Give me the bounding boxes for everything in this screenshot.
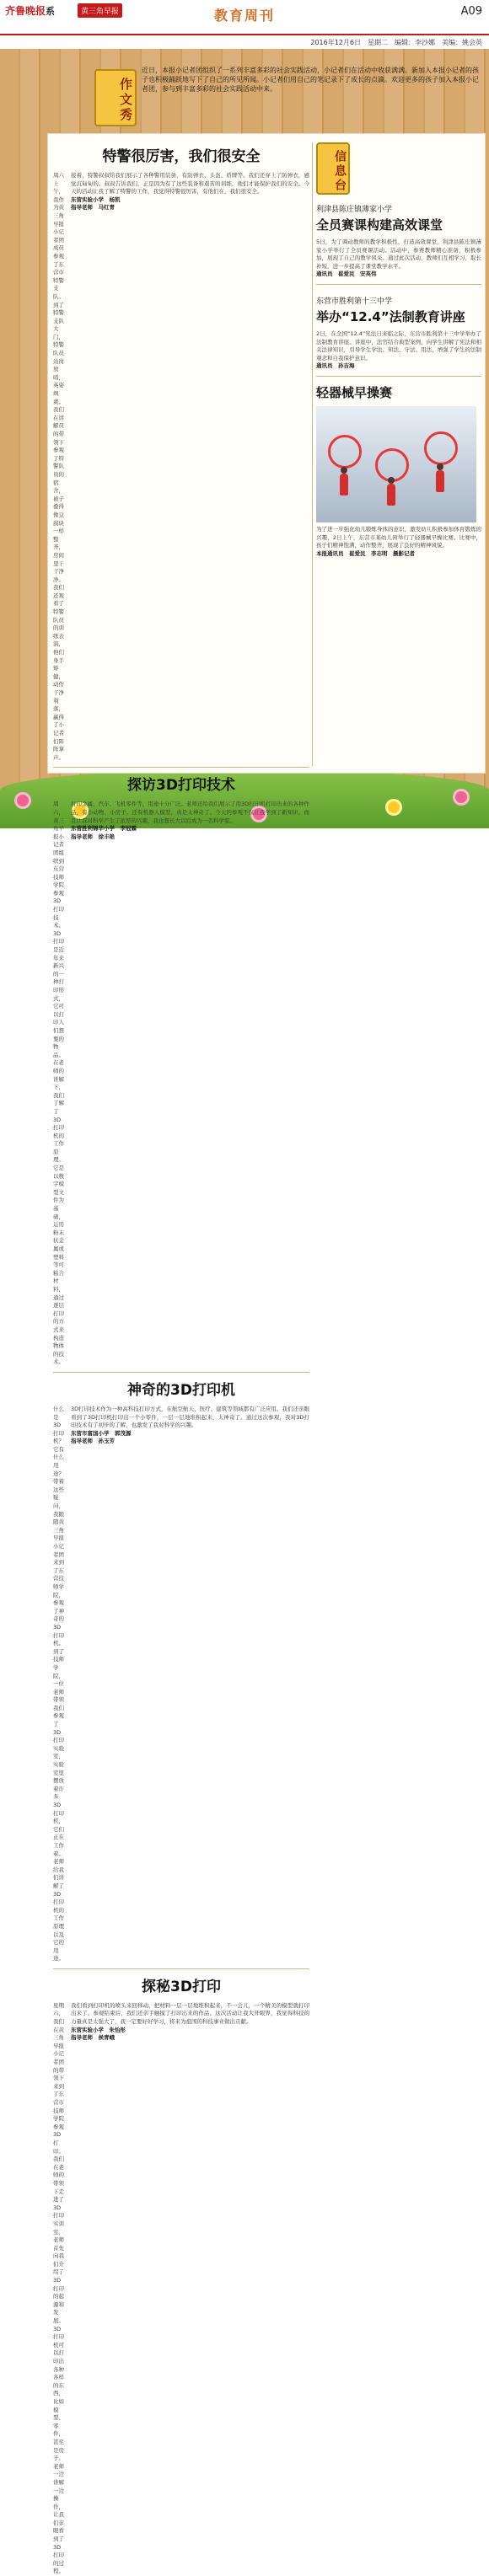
info1-kicker: 利津县陈庄镇薄家小学: [316, 206, 393, 214]
info1-title: 全员赛课构建高效课堂: [316, 217, 443, 233]
article2-col1: 周六，黄三角早报小记者团组织到东营技师学院参观3D打印技术。3D打印是近年来新兴的一种打印形式，它可以打印人们想要的物品。在老师的讲解下，我们了解了3D打印机的工作原理。它是以数字模型文件为基础，运用粉末状金属或塑料等可粘合材料，通过逐层打印的方式来构造物体的技术。: [53, 801, 64, 1366]
content-panel: [47, 133, 486, 2575]
article4-col2: 我们看到打印机的喷头来回移动，把材料一层一层地堆积起来，不一会儿，一个精美的模型就打印出来了。参观结束后，我们还亲手触摸了打印出来的作品。这次活动让我大开眼界，我觉得科技的力量真是太强大了，我一定要好好学习，将来为祖国的科技事业做出贡献。: [71, 2001, 309, 2026]
info3-title: 轻器械早操赛: [316, 384, 393, 400]
info2-byline: 通讯员 孙吉海: [316, 362, 355, 370]
article2-title: 探访3D打印技术: [127, 777, 235, 795]
article2-byline: 东营胜利锦华小学 李冠霖: [71, 825, 137, 833]
column-divider: [312, 142, 313, 766]
article3-col2: 3D打印技术作为一种高科技打印方式，在航空航天、医疗、建筑等领域都有广泛应用。我们还亲眼看到了3D打印机打印出一个小零件，一层一层地堆积起来，太神奇了。通过这次参观，我对3D打印技术有了初步的了解，也激发了我对科学的兴趣。: [71, 1405, 309, 1429]
flower-icon: [455, 791, 467, 803]
info3-caption: 为了进一步强化幼儿锻炼身体的意识，激发幼儿积极参加体育锻炼的兴趣，2日上午，东营市某幼儿园举行了轻器械早操比赛。比赛中，孩子们精神饱满，动作整齐，展现了良好的精神风貌。: [316, 525, 481, 549]
separator: [53, 767, 309, 768]
article3-title: 神奇的3D打印机: [127, 1381, 235, 1399]
separator: [53, 1372, 309, 1373]
child-figure: [340, 474, 348, 495]
flower-icon: [388, 801, 400, 813]
separator: [316, 376, 481, 377]
info3-byline: 本报通讯员 崔爱民 李志明 摄影记者: [316, 549, 415, 557]
article1-byline: 东营实验小学 杨凯: [71, 195, 121, 203]
child-figure: [436, 470, 444, 492]
zuowenxiu-tag: 作文秀: [94, 69, 137, 126]
page-number: A09: [460, 5, 482, 18]
article2-body: [53, 801, 309, 1367]
info2-text: 2日，在全国“12.4”宪法日来临之际，东营市胜利第十三中学举办了法制教育讲座。讲座中，法官结合典型案例，向学生讲解了宪法和相关法律知识，引导学生学法、知法、守法、用法，增强了学生的法制观念和自我保护意识。: [316, 329, 481, 361]
hula-hoop: [424, 431, 458, 465]
info1-text: 5日，为了调动教师的教学积极性，打造高效课堂，利津县陈庄镇薄家小学举行了全员赛课活动。活动中，参赛教师精心准备，积极参加，展现了自己的教学风采。通过此次活动，教师们互相学习，取长补短，进一步提高了课堂教学水平。: [316, 238, 481, 270]
flower-icon: [17, 795, 29, 806]
page-title: 教育周刊: [213, 8, 275, 24]
article1-col1: 周六上午，我作为黄三角早报小记者团成员参观了东营市特警支队。到了特警支队大门，特警队员站岗放哨，英姿飒爽。我们在讲解员的带领下参观了特警队员的宿舍，被子叠得像豆腐块一样整齐，房间里干干净净。我们还观看了特警队员的训练表演，他们身手矫健，动作干净利落，赢得了小记者们阵阵掌声。: [53, 172, 64, 761]
article4-byline: 东营实验小学 朱怡彤: [71, 2026, 126, 2033]
article3-byline: 东营市富国小学 郭茂源: [71, 1429, 132, 1437]
article3-teacher: 指导老师 孙玉芳: [71, 1438, 115, 1445]
article1-body: [53, 172, 309, 762]
article3-body: [53, 1406, 309, 1963]
article4-col1: 星期六，我们在黄三角早报小记者团的带领下来到了东营市技师学院参观3D打印。我们在老师的带领下走进了3D打印实训室，老师首先向我们介绍了3D打印的起源和发展。3D打印机可以打印出各种各样的东西，比如模型、零件，甚至是房子。老师一边讲解一边操作，让我们亲眼看到了3D打印的过程。: [53, 2001, 64, 2575]
info1-byline: 通讯员 崔爱民 安英伟: [316, 270, 377, 278]
article1-teacher: 指导老师 马红青: [71, 204, 115, 212]
article4-title: 探秘3D打印: [142, 1978, 221, 1995]
separator: [53, 1968, 309, 1969]
brand-name: 齐鲁晚报: [5, 5, 46, 17]
meta-line: [0, 34, 489, 49]
info2-title: 举办“12.4”法制教育讲座: [316, 308, 465, 324]
article4-body: [53, 2002, 309, 2576]
article2-teacher: 指导老师 徐丰艳: [71, 833, 115, 840]
date-editor-line: 2016年12月6日 星期二 编辑：李沙娜 美编：姚会英: [310, 39, 482, 46]
brand-tag: 黄三角早报: [78, 3, 122, 18]
brand-suffix: 系: [46, 6, 56, 17]
masthead: [0, 0, 489, 29]
hula-hoop: [328, 435, 362, 469]
article3-col1: 什么是3D打印机？它有什么用途？带着这些疑问，我跟随黄三角早报小记者团来到了东营技师学院，参观了神奇的3D打印机。到了技师学院，一位老师带领我们参观了3D打印实验室，实验室里摆放着许多3D打印机，它们正在工作着。老师给我们讲解了3D打印机的工作原理以及它的用途。: [53, 1405, 64, 1963]
exercise-photo: [316, 406, 476, 522]
article1-col2: 接着，特警叔叔给我们展示了各种警用装备，有防弹衣、头盔、盾牌等。我们还穿上了防弹衣，感觉沉甸甸的。叔叔告诉我们，正是因为有了这些装备和艰苦的训练，他们才能保护我们的安全。今天的活动让我了解了特警的工作，我觉得特警很厉害，有他们在，我们很安全。: [71, 172, 309, 195]
xinxitai-tag: 信息台: [316, 142, 350, 195]
article2-col2: 打印金属、汽车、飞机零件等，用途十分广泛。老师还给我们展示了用3D打印机打印出来的各种作品，有小动物、小房子，还有机器人模型，真是太神奇了。今天的参观不仅让我学到了新知识，而且让我对科学产生了浓厚的兴趣，我也想长大以后成为一名科学家。: [71, 801, 309, 824]
child-figure: [387, 484, 395, 506]
left-column: [53, 141, 309, 2576]
separator: [316, 284, 481, 285]
article4-teacher: 指导老师 侯青峨: [71, 2034, 115, 2042]
intro-text: 近日，本报小记者团组织了一系列丰富多彩的社会实践活动，小记者们在活动中收获满满。新加入本报小记者的孩子也积极踊跃地写下了自己的所见所闻。小记者们用自己的笔记录下了成长的点滴。欢迎更多的孩子加入本报小记者团，参与到丰富多彩的社会实践活动中来。: [142, 67, 479, 93]
right-column: [316, 141, 481, 558]
article1-title: 特警很厉害，我们很安全: [102, 148, 261, 165]
info2-kicker: 东营市胜利第十三中学: [316, 297, 393, 306]
